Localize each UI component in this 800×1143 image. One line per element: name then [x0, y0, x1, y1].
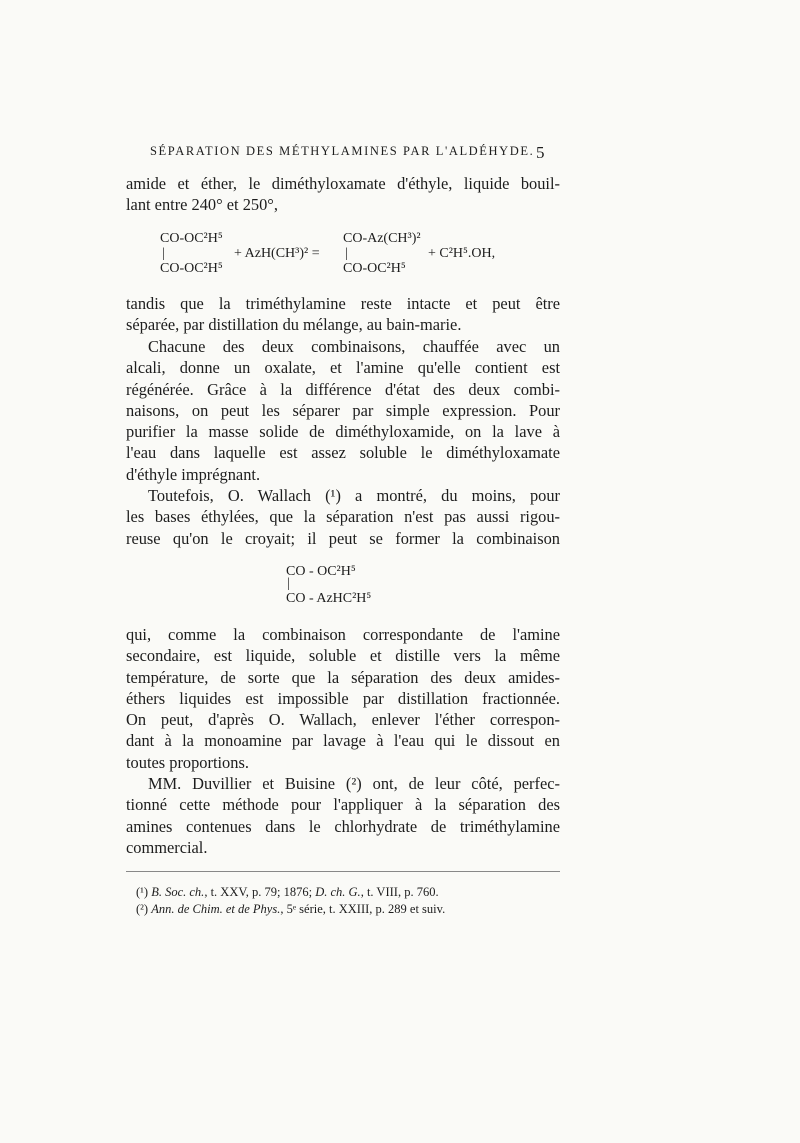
paragraph-6 — [126, 773, 560, 858]
text-line: régénérée. Grâce à la différence d'état des deux combi- — [126, 379, 560, 399]
text-line: reuse qu'on le croyait; il peut se former la combinaison — [126, 528, 560, 548]
text-line: amines contenues dans le chlorhydrate de triméthylamine — [126, 816, 560, 836]
formula2-bottom: CO - AzHC²H⁵ — [286, 591, 372, 606]
footnote-2 — [136, 902, 445, 917]
citation-text: , 5ᵉ série, t. XXIII, p. 289 et suiv. — [280, 902, 446, 916]
page-number: 5 — [536, 143, 545, 162]
paragraph-2 — [126, 293, 560, 336]
citation-text: , t. XXV, p. 79; 1876; — [204, 885, 313, 899]
formula-right-top: CO-Az(CH³)² — [343, 231, 421, 246]
text-line: dant à la monoamine par lavage à l'eau qui le dissout en — [126, 731, 560, 751]
text-line: température, de sorte que la séparation des deux amides- — [126, 667, 560, 687]
journal-name: B. Soc. ch. — [151, 885, 205, 899]
formula-left-bar: | — [162, 246, 165, 261]
paragraph-5 — [126, 624, 560, 773]
text-line: alcali, donne un oxalate, et l'amine qu'elle contient est — [126, 358, 560, 378]
text-line: secondaire, est liquide, soluble et distille vers la même — [126, 646, 560, 666]
text-line: séparée, par distillation du mélange, au bain-marie. — [126, 315, 462, 335]
text-line: tandis que la triméthylamine reste intacte et peut être — [126, 294, 560, 313]
formula-left-bottom: CO-OC²H⁵ — [160, 261, 223, 276]
footnote-divider — [126, 871, 560, 872]
journal-name: Ann. de Chim. et de Phys. — [151, 902, 281, 916]
text-line: On peut, d'après O. Wallach, enlever l'éther correspon- — [126, 710, 560, 730]
text-line: qui, comme la combinaison correspondante de l'amine — [126, 625, 560, 644]
citation-text: , t. VIII, p. 760. — [360, 885, 439, 899]
text-line: Chacune des deux combinaisons, chauffée avec un — [148, 337, 560, 356]
text-line: Toutefois, O. Wallach (¹) a montré, du moins, pour — [148, 486, 560, 505]
text-line: MM. Duvillier et Buisine (²) ont, de leur côté, perfec- — [148, 774, 560, 793]
text-line: tionné cette méthode pour l'appliquer à la séparation des — [126, 795, 560, 815]
journal-name: D. ch. G. — [315, 885, 361, 899]
text-line: amide et éther, le diméthyloxamate d'éthyle, liquide bouil- — [126, 174, 560, 193]
formula-right-bar: | — [345, 246, 348, 261]
paragraph-3 — [126, 336, 560, 485]
footnote-mark: (¹) — [136, 885, 149, 899]
formula2-top: CO - OC²H⁵ — [286, 564, 356, 579]
text-line: lant entre 240° et 250°, — [126, 195, 278, 215]
text-line: éthers liquides est impossible par distillation fractionnée. — [126, 688, 560, 708]
text-line: d'éthyle imprégnant. — [126, 464, 261, 484]
text-line: l'eau dans laquelle est assez soluble le diméthyloxamate — [126, 443, 560, 463]
text-line: naisons, on peut les séparer par simple expression. Pour — [126, 400, 560, 420]
formula-right-bottom: CO-OC²H⁵ — [343, 261, 406, 276]
running-title: SÉPARATION DES MÉTHYLAMINES PAR L'ALDÉHYDE. — [150, 144, 535, 158]
text-line: toutes proportions. — [126, 752, 249, 772]
paragraph-1 — [126, 173, 560, 216]
text-line: purifier la masse solide de diméthyloxamide, on la lave à — [126, 422, 560, 442]
formula-product: + C²H⁵.OH, — [428, 246, 496, 261]
text-line: les bases éthylées, que la séparation n'est pas aussi rigou- — [126, 507, 560, 527]
formula-left-top: CO-OC²H⁵ — [160, 231, 223, 246]
formula-reagent: + AzH(CH³)² = — [234, 246, 320, 261]
text-line: commercial. — [126, 837, 208, 857]
footnote-1 — [136, 885, 439, 900]
formula2-bar: | — [287, 576, 290, 591]
paragraph-4 — [126, 485, 560, 549]
footnote-mark: (²) — [136, 902, 149, 916]
